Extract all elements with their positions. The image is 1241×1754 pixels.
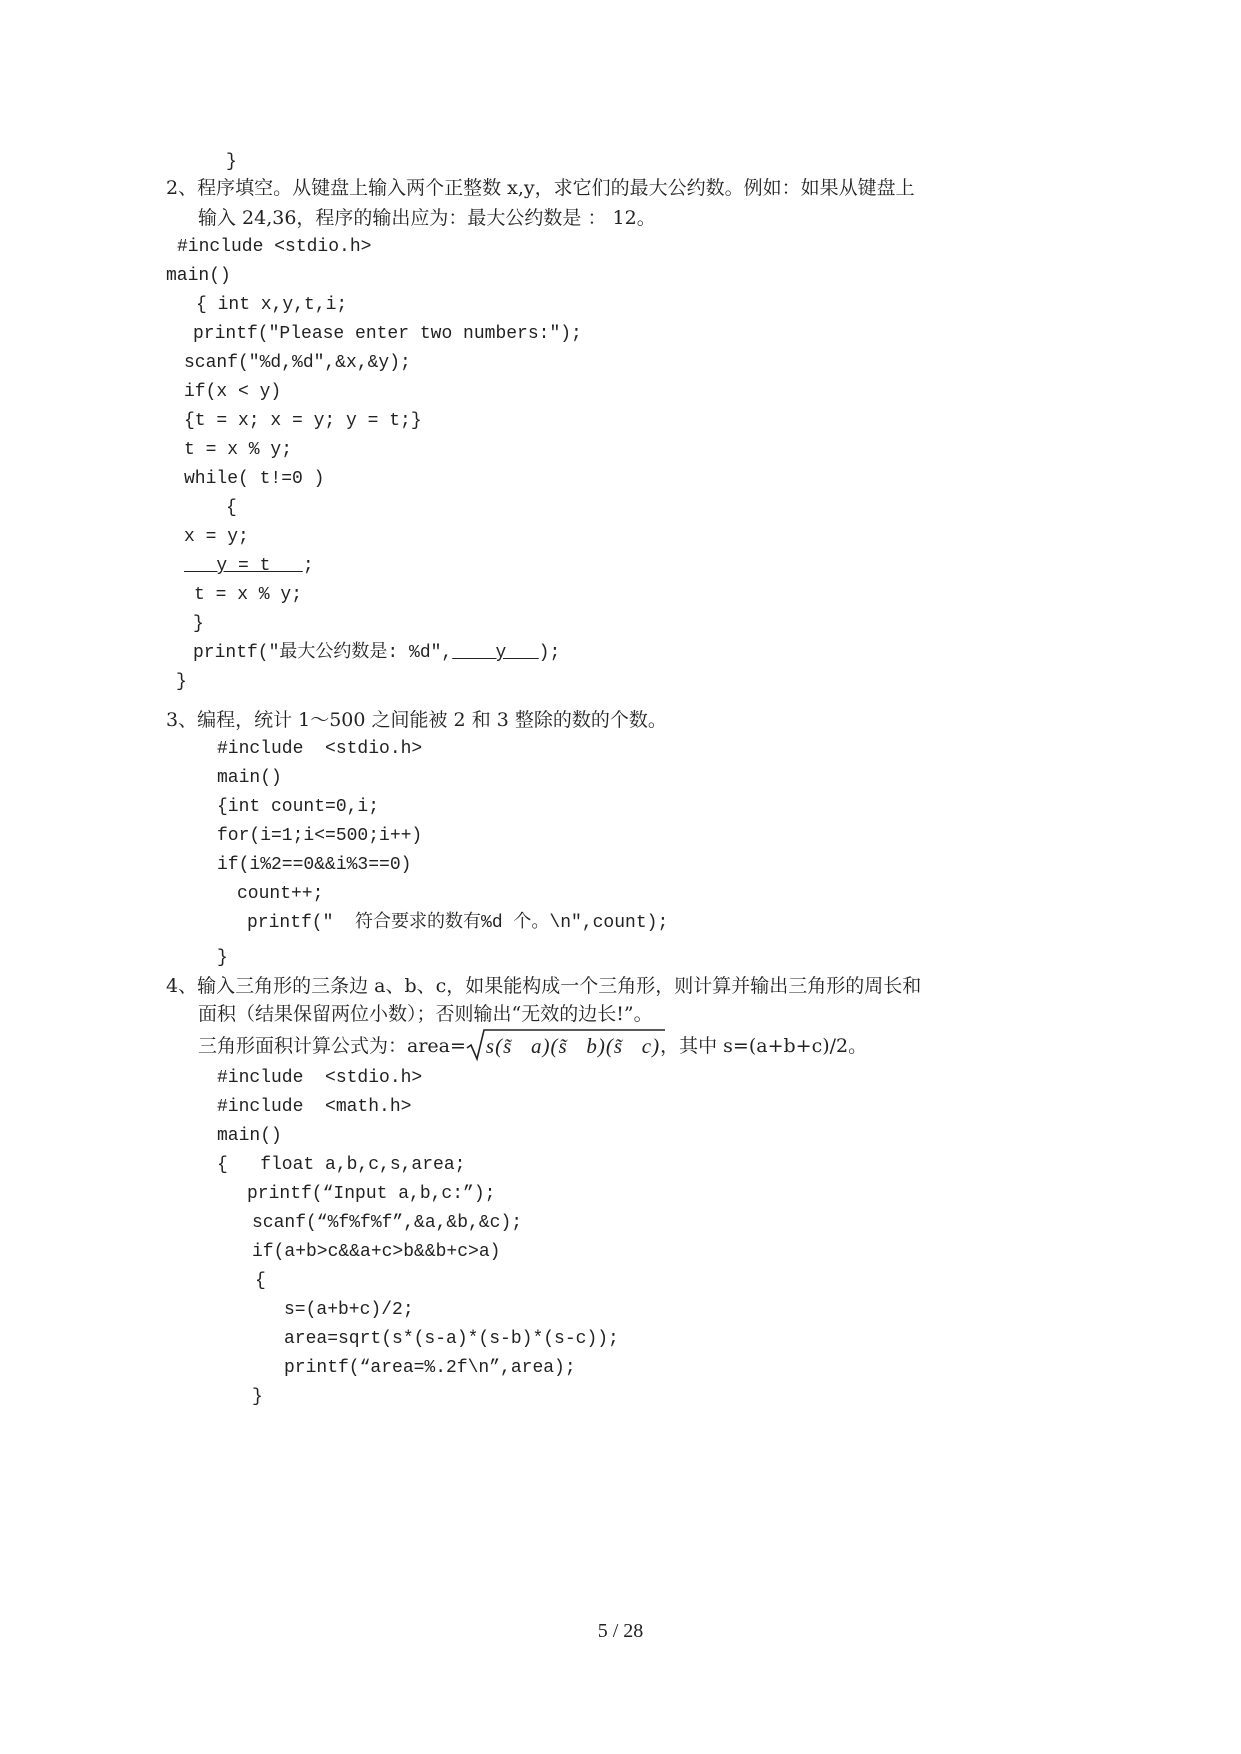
formula-radicand: s(s̃ a)(s̃ b)(s̃ c)	[485, 1034, 661, 1058]
code-line	[184, 554, 314, 578]
code-line: #include <stdio.h>	[217, 739, 423, 759]
code-line: x = y;	[184, 527, 249, 547]
code-line: scanf("%d,%d",&x,&y);	[184, 353, 411, 373]
code-line: main()	[166, 266, 231, 286]
code-line: count++;	[237, 884, 324, 904]
code-line: }	[252, 1387, 263, 1407]
code-line: for(i=1;i<=500;i++)	[217, 826, 423, 846]
code-line: printf(“area=%.2f\n”,area);	[284, 1358, 576, 1378]
code-line: s=(a+b+c)/2;	[284, 1300, 414, 1320]
code-line: #include <math.h>	[217, 1097, 412, 1117]
code-fragment: );	[538, 643, 561, 663]
question-2-text: 2、程序填空。从键盘上输入两个正整数 x,y，求它们的最大公约数。例如：如果从键盘上	[166, 177, 915, 199]
code-fragment: printf("最大公约数是: %d",	[193, 643, 453, 663]
code-line: printf(" 符合要求的数有%d 个。\n",count);	[247, 913, 669, 933]
code-line	[193, 641, 560, 665]
code-line: while( t!=0 )	[184, 469, 325, 489]
code-line: {	[226, 498, 237, 518]
formula-note: ，其中 s=(a+b+c)/2。	[660, 1035, 868, 1057]
code-line: {int count=0,i;	[217, 797, 380, 817]
code-fragment: ;	[302, 556, 314, 576]
code-line: if(x < y)	[184, 382, 282, 402]
code-line: t = x % y;	[194, 585, 303, 605]
question-3-text: 3、编程，统计 1～500 之间能被 2 和 3 整除的数的个数。	[166, 709, 667, 731]
fill-blank-answer: y = t	[184, 556, 303, 576]
code-line: { float a,b,c,s,area;	[217, 1155, 466, 1175]
code-line: #include <stdio.h>	[217, 1068, 423, 1088]
code-line: }	[226, 152, 237, 172]
question-4-text: 4、输入三角形的三条边 a、b、c，如果能构成一个三角形，则计算并输出三角形的周长和	[166, 975, 922, 997]
sqrt-sign-icon	[466, 1028, 666, 1062]
code-line: }	[217, 948, 228, 968]
code-line: {	[255, 1271, 266, 1291]
code-line: }	[176, 672, 187, 692]
code-line: #include <stdio.h>	[177, 237, 372, 257]
sqrt-formula	[466, 1032, 660, 1062]
code-line: if(a+b>c&&a+c>b&&b+c>a)	[252, 1242, 501, 1262]
code-line: printf(“Input a,b,c:”);	[247, 1184, 496, 1204]
fill-blank-answer: y	[452, 643, 539, 663]
code-line: area=sqrt(s*(s-a)*(s-b)*(s-c));	[284, 1329, 619, 1349]
code-line: scanf(“%f%f%f”,&a,&b,&c);	[252, 1213, 523, 1233]
code-line: printf("Please enter two numbers:");	[193, 324, 582, 344]
formula-label: 三角形面积计算公式为：area=	[198, 1035, 466, 1057]
code-line: main()	[217, 1126, 282, 1146]
page-number: 5 / 28	[597, 1620, 644, 1642]
question-2-text-cont: 输入 24,36，程序的输出应为：最大公约数是 ： 12。	[198, 207, 656, 229]
code-line: main()	[217, 768, 282, 788]
area-formula-line	[198, 1032, 867, 1062]
code-line: { int x,y,t,i;	[196, 295, 348, 315]
code-line: if(i%2==0&&i%3==0)	[217, 855, 412, 875]
code-line: {t = x; x = y; y = t;}	[184, 411, 422, 431]
question-4-text-cont: 面积（结果保留两位小数）；否则输出“无效的边长!”。	[198, 1003, 653, 1025]
code-line: t = x % y;	[184, 440, 293, 460]
code-line: }	[193, 614, 204, 634]
